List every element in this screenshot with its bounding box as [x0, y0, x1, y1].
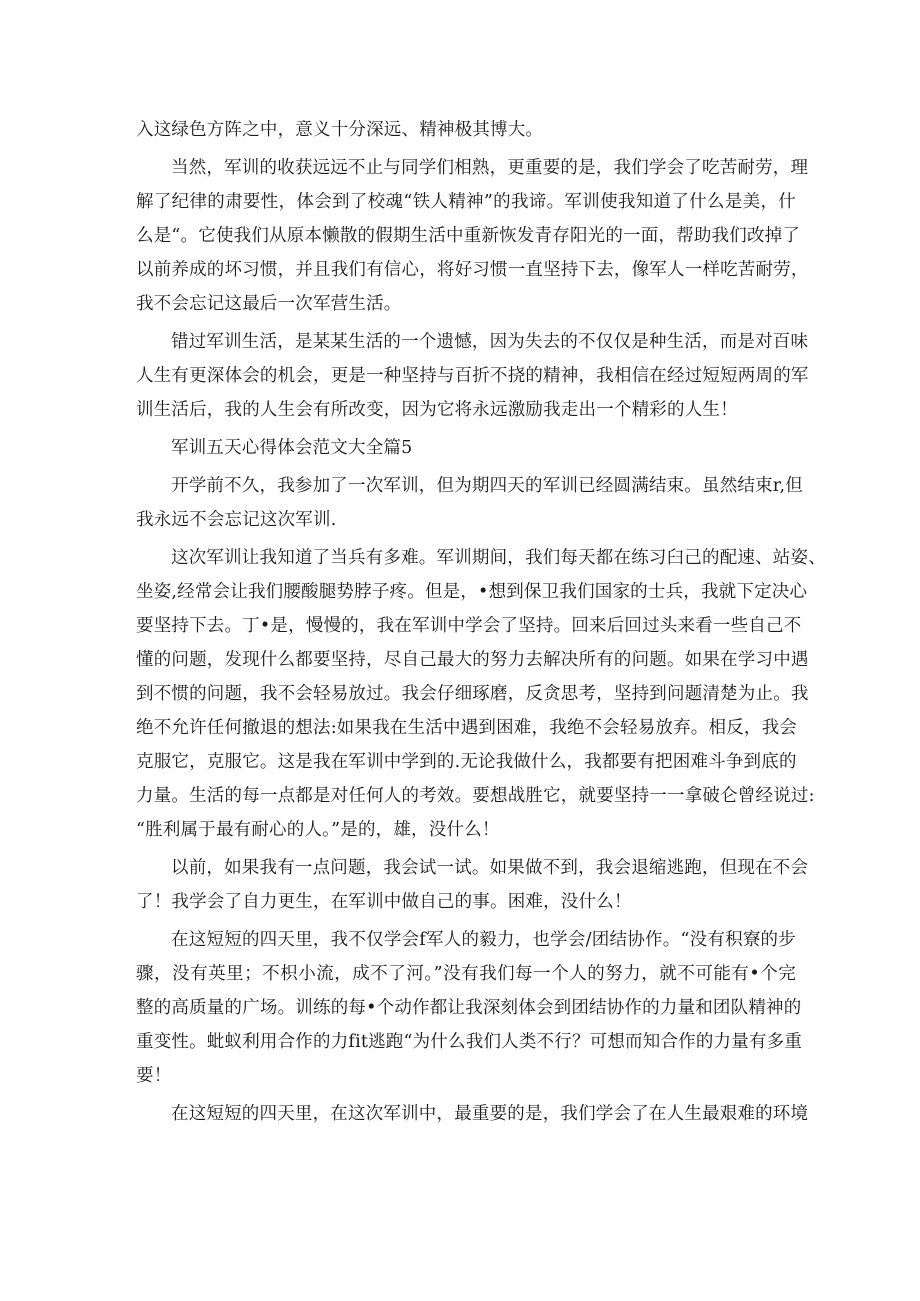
text-line: 人生有更深体会的机会，更是一种坚持与百折不挠的精神，我相信在经过短短两周的军	[136, 366, 809, 386]
text-line: 以前养成的坏习惯，并且我们有信心，将好习惯一直坚持下去，像军人一样吃苦耐劳，	[136, 260, 809, 280]
text-line: 了！我学会了自力更生，在军训中做自己的事。困难，没什么！	[136, 892, 632, 912]
text-line: 当然，军训的收获远远不止与同学们相熟，更重要的是，我们学会了吃苦耐劳，理	[171, 158, 809, 178]
text-line: 到不惯的问题，我不会轻易放过。我会仔细琢磨，反贪思考，坚持到问题清楚为止。我	[136, 684, 809, 704]
paragraph-4	[136, 474, 803, 532]
text-line: 错过军训生活，是某某生活的一个遗憾，因为失去的不仅仅是种生活，而是对百味	[171, 332, 809, 352]
paragraph-5	[136, 546, 826, 842]
text-line: 坐姿,经常会让我们腰酸腿势脖子疼。但是，•想到保卫我们国家的士兵，我就下定决心	[136, 582, 808, 602]
text-line: 克服它，克服它。这是我在军训中学到的.无论我做什么，我都要有把困难斗争到底的	[136, 752, 797, 772]
text-line: 我不会忘记这最后一次军营生活。	[136, 294, 402, 314]
paragraph-3	[136, 330, 809, 422]
paragraph-7	[136, 928, 803, 1088]
text-line: 以前，如果我有一点问题，我会试一试。如果做不到，我会退缩逃跑，但现在不会	[171, 858, 809, 878]
paragraph-8	[136, 1102, 809, 1126]
paragraph-1	[136, 118, 796, 142]
document-page	[136, 118, 826, 1126]
text-line: “胜利属于最有耐心的人。”是的，雄，没什么！	[136, 820, 500, 840]
text-line: 这次军训让我知道了当兵有多难。军训期间，我们每天都在练习臼己的配速、站姿、	[171, 548, 826, 568]
text-line: 力量。生活的每一点都是对任何人的考效。要想战胜它，就要坚持一一拿破仑曾经说过:	[136, 786, 815, 806]
text-line: 要坚持下去。丁•是，慢慢的，我在军训中学会了坚持。回来后回过头来看一些自己不	[136, 616, 802, 636]
text-line: 整的高质量的广场。训练的每•个动作都让我深刻体会到团结协作的力量和团队精神的	[136, 998, 802, 1018]
paragraph-6	[136, 856, 809, 914]
text-line: 么是“。它使我们从原本懒散的假期生活中重新恢发青存阳光的一面，帮助我们改掉了	[136, 226, 801, 246]
text-line: 入这绿色方阵之中，意义十分深远、精神极其博大。	[136, 120, 544, 140]
text-line: 懂的问题，发现什么都要坚持，尽自己最大的努力去解决所有的问题。如果在学习中遇	[136, 650, 809, 670]
text-line: 我永远不会忘记这次军训.	[136, 510, 337, 530]
text-line: 在这短短的四天里，在这次军训中，最重要的是，我们学会了在人生最艰难的环境	[171, 1104, 809, 1124]
text-line: 训生活后，我的人生会有所改变，因为它将永远激励我走出一个精彩的人生！	[136, 400, 738, 420]
text-line: 开学前不久，我参加了一次军训，但为期四天的军训已经圆满结束。虽然结束r,但	[171, 476, 803, 496]
heading-text: 军训五天心得体会范文大全篇5	[171, 438, 413, 458]
text-line: 解了纪律的肃要性，体会到了校魂“铁人精神”的我谛。军训使我知道了什么是美，什	[136, 192, 796, 212]
text-line: 绝不允许任何撤退的想法:如果我在生活中遇到困难，我绝不会轻易放弃。相反，我会	[136, 718, 797, 738]
text-line: 骤，没有英里；不枳小流，成不了河。”没有我们每一个人的努力，就不可能有•个完	[136, 964, 796, 984]
text-line: 重变性。蚍蚁利用合作的力fit逃跑“为什么我们人类不行？可想而知合作的力量有多重	[136, 1032, 803, 1052]
paragraph-2	[136, 156, 809, 316]
text-line: 在这短短的四天里，我不仅学会f军人的毅力，也学会/团结协作。“没有积寮的步	[171, 930, 796, 950]
section-heading	[136, 436, 796, 460]
text-line: 要！	[136, 1066, 172, 1086]
